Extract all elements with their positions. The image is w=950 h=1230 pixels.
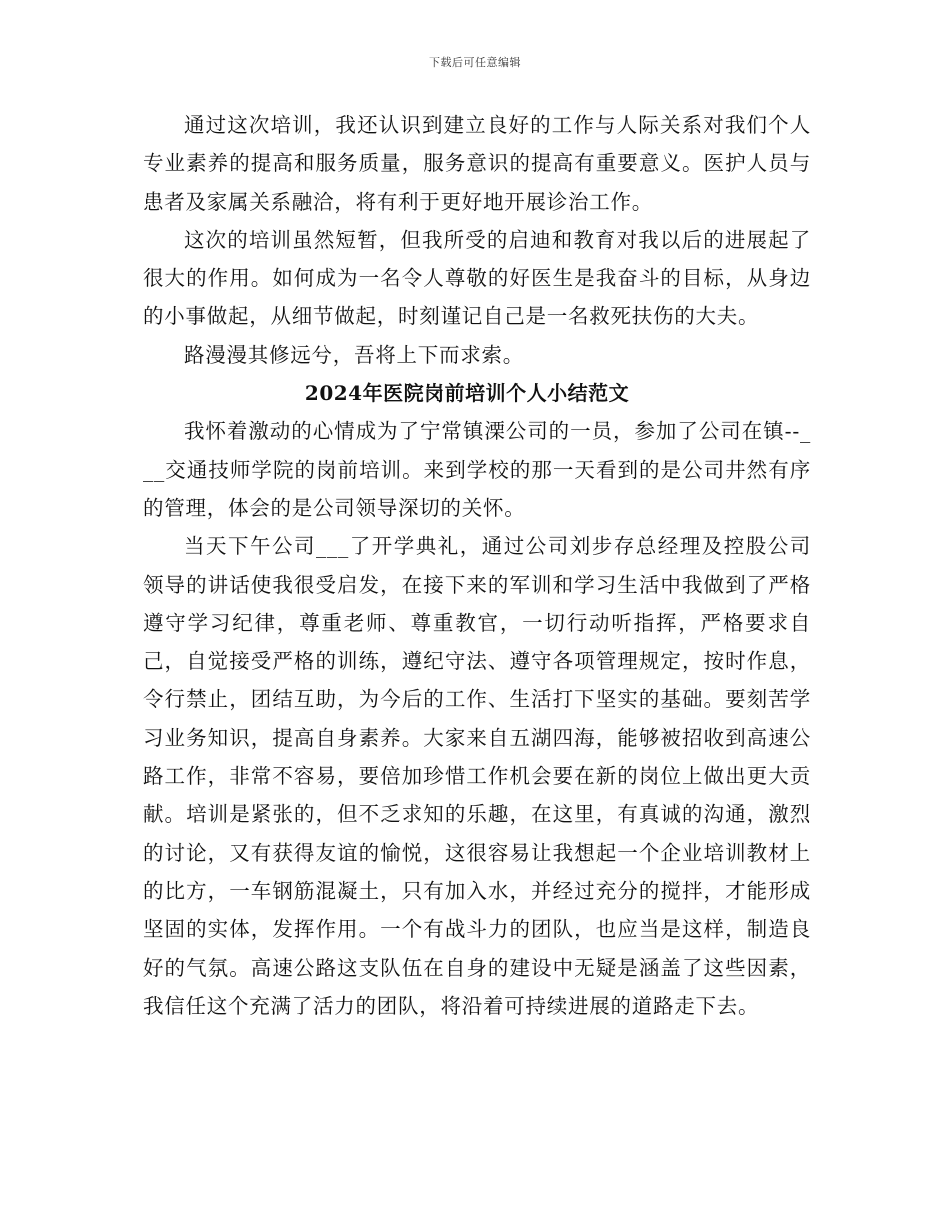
document-body bbox=[143, 106, 811, 1025]
paragraph: 这次的培训虽然短暂，但我所受的启迪和教育对我以后的进展起了很大的作用。如何成为一名令人尊敬的好医生是我奋斗的目标，从身边的小事做起，从细节做起，时刻谨记自己是一名救死扶伤的大夫。 bbox=[143, 227, 811, 329]
page-header: 下载后可任意编辑 bbox=[429, 56, 521, 69]
paragraph: 路漫漫其修远兮，吾将上下而求索。 bbox=[184, 342, 524, 367]
paragraph: 当天下午公司___了开学典礼，通过公司刘步存总经理及控股公司领导的讲话使我很受启发，在接下来的军训和学习生活中我做到了严格遵守学习纪律，尊重老师、尊重教官，一切行动听指挥，严格要求自己，自觉接受严格的训练，遵纪守法、遵守各项管理规定，按时作息，令行禁止，团结互助，为今后的工作、生活打下坚实的基础。要刻苦学习业务知识，提高自身素养。大家来自五湖四海，能够被招收到高速公路工作，非常不容易，要倍加珍惜工作机会要在新的岗位上做出更大贡献。培训是紧张的，但不乏求知的乐趣，在这里，有真诚的沟通，激烈的讨论，又有获得友谊的愉悦，这很容易让我想起一个企业培训教材上的比方，一车钢筋混凝土，只有加入水，并经过充分的搅拌，才能形成坚固的实体，发挥作用。一个有战斗力的团队，也应当是这样，制造良好的气氛。高速公路这支队伍在自身的建设中无疑是涵盖了这些因素，我信任这个充满了活力的团队，将沿着可持续进展的道路走下去。 bbox=[143, 534, 811, 1018]
paragraph: 我怀着激动的心情成为了宁常镇溧公司的一员，参加了公司在镇--___交通技师学院的岗前培训。来到学校的那一天看到的是公司井然有序的管理，体会的是公司领导深切的关怀。 bbox=[143, 419, 811, 520]
section-title: 2024年医院岗前培训个人小结范文 bbox=[304, 381, 630, 406]
paragraph: 通过这次培训，我还认识到建立良好的工作与人际关系对我们个人专业素养的提高和服务质量，服务意识的提高有重要意义。医护人员与患者及家属关系融洽，将有利于更好地开展诊治工作。 bbox=[143, 113, 811, 214]
